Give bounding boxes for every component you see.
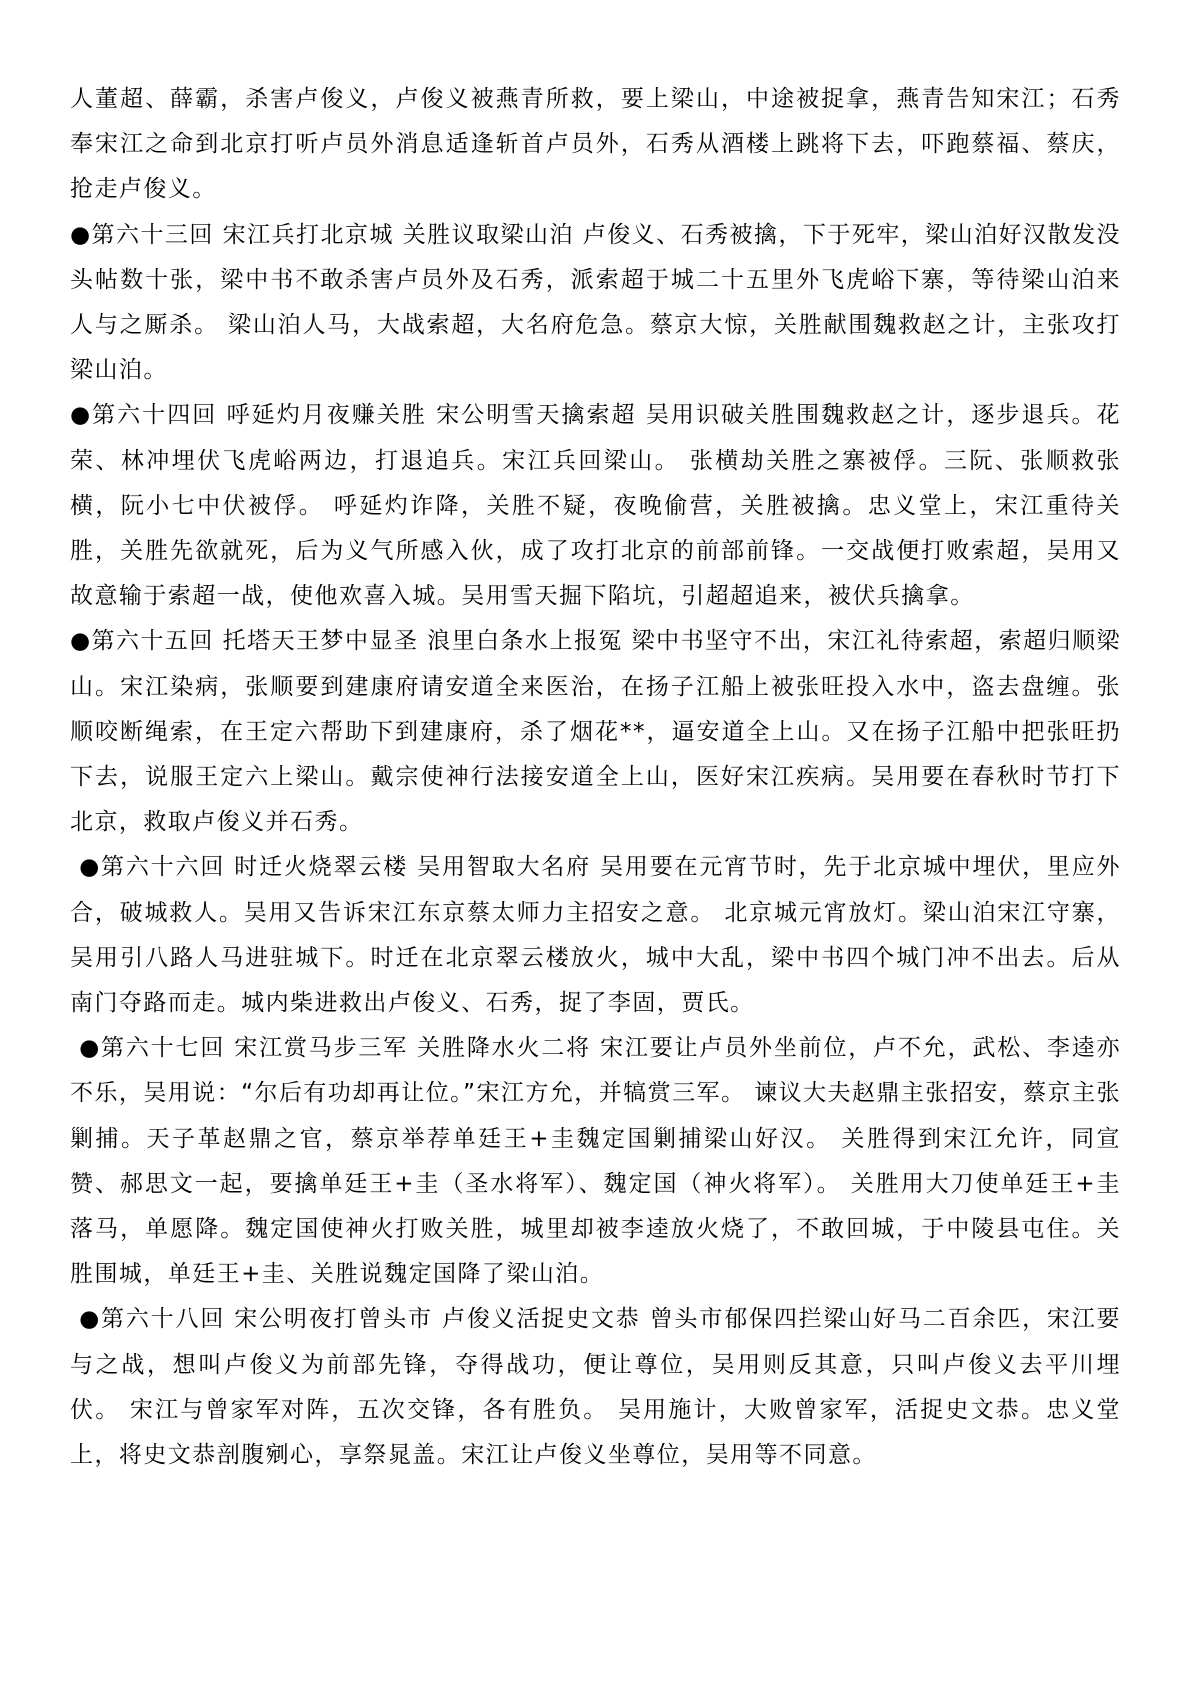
paragraph-chapter-64-summary: ●第六十四回 呼延灼月夜赚关胜 宋公明雪天擒索超 吴用识破关胜围魏救赵之计，逐步退兵。花荣、林冲埋伏飞虎峪两边，打退追兵。宋江兵回梁山。 张横劫关胜之寨被俘。三阮、张顺救张横，阮小七中伏被俘。 呼延灼诈降，关胜不疑，夜晚偷营，关胜被擒。忠义堂上，宋江重待关胜，关胜先欲就死，后为义气所感入伙，成了攻打北京的前部前锋。一交战便打败索超，吴用又故意输于索超一战，使他欢喜入城。吴用雪天掘下陷坑，引超超追来，被伏兵擒拿。	[70, 402, 1121, 610]
paragraph-chapter-66-summary: ●第六十六回 时迁火烧翠云楼 吴用智取大名府 吴用要在元宵节时，先于北京城中埋伏，里应外合，破城救人。吴用又告诉宋江东京蔡太师力主招安之意。 北京城元宵放灯。梁山泊宋江守寨，吴用引八路人马进驻城下。时迁在北京翠云楼放火，城中大乱，梁中书四个城门冲不出去。后从南门夺路而走。城内柴进救出卢俊义、石秀，捉了李固，贾氏。	[70, 854, 1121, 1017]
paragraph-chapter-68-summary: ●第六十八回 宋公明夜打曾头市 卢俊义活捉史文恭 曾头市郁保四拦梁山好马二百余匹，宋江要与之战，想叫卢俊义为前部先锋，夺得战功，便让尊位，吴用则反其意，只叫卢俊义去平川埋伏。 宋江与曾家军对阵，五次交锋，各有胜负。 吴用施计，大败曾家军，活捉史文恭。忠义堂上，将史文恭剖腹剜心，享祭晁盖。宋江让卢俊义坐尊位，吴用等不同意。	[70, 1306, 1121, 1469]
paragraph-chapter-63-summary: ●第六十三回 宋江兵打北京城 关胜议取梁山泊 卢俊义、石秀被擒，下于死牢，梁山泊好汉散发没头帖数十张，梁中书不敢杀害卢员外及石秀，派索超于城二十五里外飞虎峪下寨，等待梁山泊来人与之厮杀。 梁山泊人马，大战索超，大名府危急。蔡京大惊，关胜献围魏救赵之计，主张攻打梁山泊。	[70, 221, 1121, 384]
paragraph-chapter-65-summary: ●第六十五回 托塔天王梦中显圣 浪里白条水上报冤 梁中书坚守不出，宋江礼待索超，索超归顺梁山。宋江染病，张顺要到建康府请安道全来医治，在扬子江船上被张旺投入水中，盗去盘缠。张顺咬断绳索，在王定六帮助下到建康府，杀了烟花**，逼安道全上山。又在扬子江船中把张旺扔下去，说服王定六上梁山。戴宗使神行法接安道全上山，医好宋江疾病。吴用要在春秋时节打下北京，救取卢俊义并石秀。	[70, 628, 1121, 836]
paragraph-chapter-67-summary: ●第六十七回 宋江赏马步三军 关胜降水火二将 宋江要让卢员外坐前位，卢不允，武松、李逵亦不乐，吴用说：“尔后有功却再让位。”宋江方允，并犒赏三军。 谏议大夫赵鼎主张招安，蔡京主张剿捕。天子革赵鼎之官，蔡京举荐单廷王+圭魏定国剿捕梁山好汉。 关胜得到宋江允许，同宣赞、郝思文一起，要擒单廷王+圭（圣水将军）、魏定国（神火将军）。 关胜用大刀使单廷王+圭落马，单愿降。魏定国使神火打败关胜，城里却被李逵放火烧了，不敢回城，于中陵县屯住。关胜围城，单廷王+圭、关胜说魏定国降了梁山泊。	[70, 1035, 1121, 1288]
paragraph-continuation-previous-chapter: 人董超、薛霸，杀害卢俊义，卢俊义被燕青所救，要上梁山，中途被捉拿，燕青告知宋江；石秀奉宋江之命到北京打听卢员外消息适逢斩首卢员外，石秀从酒楼上跳将下去，吓跑蔡福、蔡庆，抢走卢俊义。	[70, 86, 1121, 203]
